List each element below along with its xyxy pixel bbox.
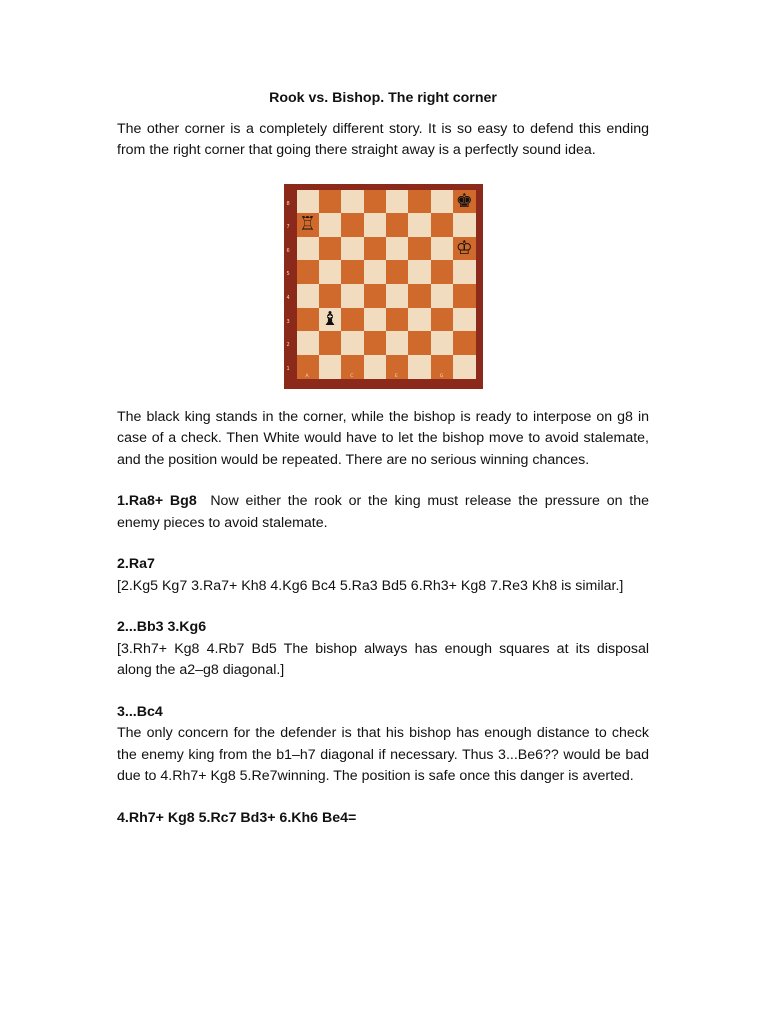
- square-g8: [431, 190, 453, 214]
- square-h5: [453, 260, 475, 284]
- intro-paragraph: The other corner is a completely different story. It is so easy to defend this ending from the right corner that going there straight away is a perfectly sound idea.: [117, 120, 649, 158]
- board-container: [117, 184, 649, 389]
- square-h3: [453, 308, 475, 332]
- chess-board-diagram: [284, 184, 483, 389]
- square-d7: [364, 213, 386, 237]
- square-c5: [341, 260, 363, 284]
- square-e2: [386, 331, 408, 355]
- file-label: F: [417, 374, 420, 379]
- square-d5: [364, 260, 386, 284]
- line3-text: [3.Rh7+ Kg8 4.Rb7 Bd5 The bishop always has enough squares at its disposal along the a2–g8 diagonal.]: [117, 640, 649, 678]
- square-c6: [341, 237, 363, 261]
- square-b7: [319, 213, 341, 237]
- line1-move: 1.Ra8+ Bg8: [117, 493, 197, 509]
- square-g4: [431, 284, 453, 308]
- square-f4: [408, 284, 430, 308]
- square-c2: [341, 331, 363, 355]
- square-b4: [319, 284, 341, 308]
- square-e5: [386, 260, 408, 284]
- square-d4: [364, 284, 386, 308]
- file-label: B: [327, 374, 331, 379]
- square-e3: [386, 308, 408, 332]
- board-squares: [297, 190, 476, 379]
- square-f5: [408, 260, 430, 284]
- square-a8: [297, 190, 319, 214]
- square-a6: [297, 237, 319, 261]
- square-b8: [319, 190, 341, 214]
- line3-move: 2...Bb3 3.Kg6: [117, 619, 207, 635]
- white-king-icon: ♔: [455, 237, 473, 260]
- square-g7: [431, 213, 453, 237]
- square-h4: [453, 284, 475, 308]
- black-king-icon: ♚: [455, 189, 473, 212]
- square-e7: [386, 213, 408, 237]
- square-c4: [341, 284, 363, 308]
- square-d8: [364, 190, 386, 214]
- square-b2: [319, 331, 341, 355]
- rank-label: 6: [286, 247, 290, 254]
- square-a4: [297, 284, 319, 308]
- square-b5: [319, 260, 341, 284]
- rank-label: 4: [286, 295, 290, 301]
- square-f2: [408, 331, 430, 355]
- square-c3: [341, 308, 363, 332]
- square-h6: [453, 237, 475, 261]
- line2-text: [2.Kg5 Kg7 3.Ra7+ Kh8 4.Kg6 Bc4 5.Ra3 Bd5 6.Rh3+ Kg8 7.Re3 Kh8 is similar.]: [117, 577, 624, 594]
- square-f8: [408, 190, 430, 214]
- rank-label: 5: [286, 271, 290, 278]
- square-d2: [364, 331, 386, 355]
- document-page: [117, 88, 649, 829]
- square-e8: [386, 190, 408, 214]
- square-g3: [431, 308, 453, 332]
- square-a5: [297, 260, 319, 284]
- square-h2: [453, 331, 475, 355]
- square-c8: [341, 190, 363, 214]
- file-label: D: [372, 374, 377, 379]
- square-f7: [408, 213, 430, 237]
- square-a2: [297, 331, 319, 355]
- file-label: G: [439, 374, 444, 379]
- line4-move: 3...Bc4: [117, 703, 163, 720]
- square-g6: [431, 237, 453, 261]
- square-e4: [386, 284, 408, 308]
- line5-move: 4.Rh7+ Kg8 5.Rc7 Bd3+ 6.Kh6 Be4=: [117, 809, 357, 826]
- white-rook-icon: ♖: [299, 213, 317, 236]
- square-c7: [341, 213, 363, 237]
- square-b6: [319, 237, 341, 261]
- square-f6: [408, 237, 430, 261]
- rank-label: 7: [286, 224, 290, 231]
- rank-label: 1: [286, 365, 290, 372]
- page-title: Rook vs. Bishop. The right corner: [269, 90, 497, 106]
- file-label: E: [395, 374, 398, 379]
- square-h7: [453, 213, 475, 237]
- square-h8: [453, 190, 475, 214]
- line2-move: 2.Ra7: [117, 556, 155, 572]
- square-a7: [297, 213, 319, 237]
- line1-text: Now either the rook or the king must release the pressure on the enemy pieces to avoid stalemate.: [117, 493, 649, 531]
- square-d3: [364, 308, 386, 332]
- square-g2: [431, 331, 453, 355]
- square-a3: [297, 308, 319, 332]
- file-label: A: [305, 374, 309, 379]
- rank-label: 2: [286, 342, 290, 349]
- rank-label: 3: [286, 318, 290, 325]
- file-label: C: [350, 374, 354, 379]
- square-e6: [386, 237, 408, 261]
- black-bishop-icon: ♝: [321, 307, 339, 330]
- description-paragraph: The black king stands in the corner, while the bishop is ready to interpose on g8 in case of a check. Then White would have to let the bishop move to avoid stalemate, and the position would be repeated. There are no serious winning chances.: [117, 408, 649, 468]
- file-label: H: [462, 374, 466, 379]
- square-b3: [319, 308, 341, 332]
- line4-text: The only concern for the defender is that his bishop has enough distance to check the enemy king from the b1–h7 diagonal if necessary. Thus 3...Be6?? would be bad due to 4.Rh7+ Kg8 5.Re7winning. The position is safe once this danger is averted.: [117, 725, 649, 784]
- line1-paragraph: [117, 491, 649, 534]
- square-g5: [431, 260, 453, 284]
- square-d6: [364, 237, 386, 261]
- rank-label: 8: [286, 200, 290, 207]
- square-f3: [408, 308, 430, 332]
